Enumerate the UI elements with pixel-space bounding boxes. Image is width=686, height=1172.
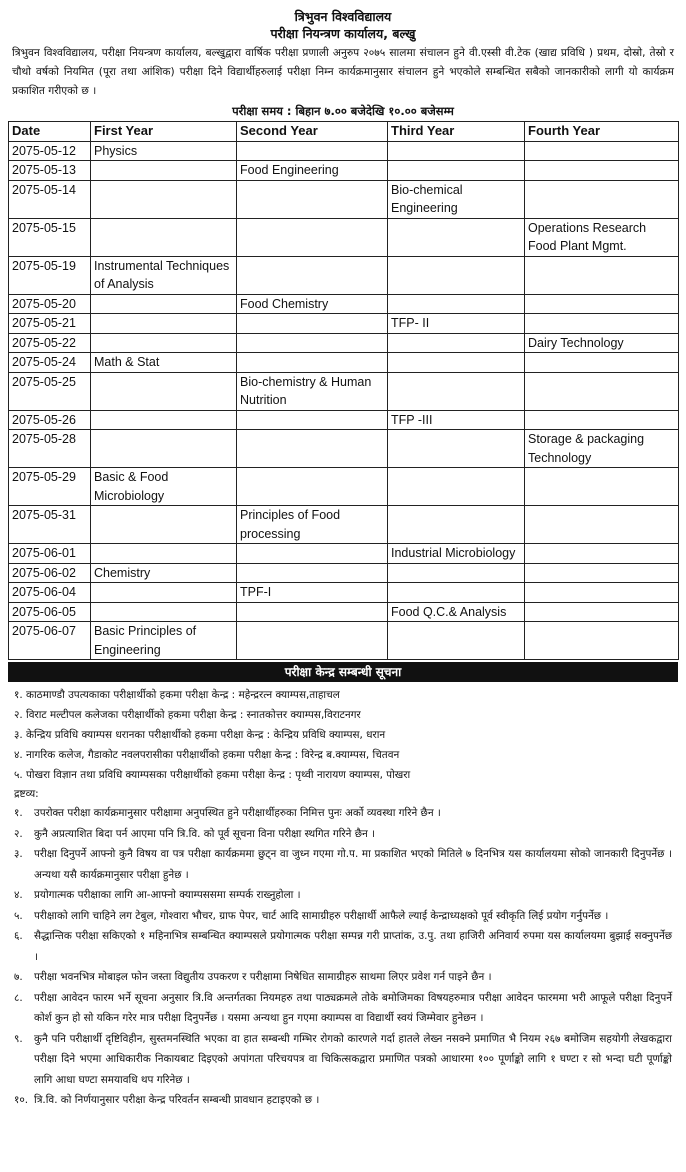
note-text: प्रयोगात्मक परीक्षाका लागि आ-आफ्नो क्याम्पससमा सम्पर्क राख्नुहोला । bbox=[34, 889, 301, 901]
notes-heading: द्रष्टव्य: bbox=[14, 788, 39, 800]
list-item bbox=[14, 967, 672, 988]
subject-cell bbox=[388, 372, 525, 410]
subject-cell bbox=[237, 602, 388, 622]
note-number: ७. bbox=[14, 971, 23, 983]
list-item bbox=[14, 1029, 672, 1091]
subject-cell bbox=[237, 430, 388, 468]
subject-cell: Food Chemistry bbox=[237, 294, 388, 314]
subject-cell bbox=[388, 583, 525, 603]
date-cell: 2075-05-14 bbox=[9, 180, 91, 218]
note-text: कुनै पनि परीक्षार्थी दृष्टिविहीन, सुस्तमनस्थिति भएका वा हात सम्बन्धी गम्भिर रोगको कारणले गर्दा हातले लेख्न नसक्ने प्रमाणित भै नियम २६७ बमोजिम सहयोगी लेखकद्वारा परीक्षा दिने भएमा आधिकारीक निकायबाट दिइएको अपांगता परिचयपत्र वा चिकित्सकद्वारा प्रमाणित पत्रको आधारमा १०० पूर्णाङ्को लागि १ घण्टा र सो भन्दा घटी पूर्णाङ्को लागि आधा घण्टा समयावधि थप गरिनेछ । bbox=[34, 1032, 672, 1086]
list-item: ५. पोखरा विज्ञान तथा प्रविधि क्याम्पसका परीक्षार्थीको हकमा परीक्षा केन्द्र : पृथ्वी नारायण क्याम्पस, पोखरा bbox=[14, 769, 411, 781]
subject-cell bbox=[91, 430, 237, 468]
list-item: ३. केन्द्रिय प्रविधि क्याम्पस धरानका परीक्षार्थीको हकमा परीक्षा केन्द्र : केन्द्रिय प्रविधि क्याम्पस, धरान bbox=[14, 729, 386, 741]
subject-cell bbox=[237, 622, 388, 660]
subject-cell bbox=[525, 563, 679, 583]
subject-cell: Food Q.C.& Analysis bbox=[388, 602, 525, 622]
subject-cell bbox=[388, 468, 525, 506]
table-row bbox=[9, 294, 679, 314]
list-item bbox=[14, 906, 672, 927]
subject-cell bbox=[525, 372, 679, 410]
subject-cell: Physics bbox=[91, 141, 237, 161]
table-row bbox=[9, 468, 679, 506]
subject-cell bbox=[388, 333, 525, 353]
subject-cell bbox=[237, 218, 388, 256]
intro-paragraph: त्रिभुवन विश्वविद्यालय, परीक्षा नियन्त्रण कार्यालय, बल्खुद्वारा वार्षिक परीक्षा प्रणाली अनुरुप २०७५ सालमा संचालन हुने वी.एस्सी वी.टेक (खाद्य प्रविधि ) प्रथम, दोस्रो, तेस्रो र चौथो वर्षको नियमित (पूरा तथा आंशिक) परीक्षा दिने विद्यार्थीहरुलाई परीक्षा निम्न कार्यक्रमानुसार संचालन हुने भएकोले सम्बन्धित सबैको जानकारीको लागी यो कार्यक्रम प्रकाशित गरीएको छ । bbox=[12, 47, 674, 97]
subject-cell: Math & Stat bbox=[91, 353, 237, 373]
date-cell: 2075-05-21 bbox=[9, 314, 91, 334]
subject-cell bbox=[91, 583, 237, 603]
exam-time: परीक्षा समय : बिहान ७.०० बजेदेखि १०.०० बजेसम्म bbox=[232, 104, 454, 118]
subject-cell bbox=[91, 314, 237, 334]
table-row bbox=[9, 180, 679, 218]
subject-cell bbox=[525, 622, 679, 660]
subject-cell: Basic Principles of Engineering bbox=[91, 622, 237, 660]
table-row bbox=[9, 372, 679, 410]
subject-cell bbox=[237, 256, 388, 294]
subject-cell: Principles of Food processing bbox=[237, 506, 388, 544]
list-item: १. काठमाण्डौ उपत्यकाका परीक्षार्थीको हकमा परीक्षा केन्द्र : महेन्द्ररत्न क्याम्पस,ताहाचल bbox=[14, 689, 340, 701]
list-item bbox=[14, 926, 672, 967]
header-second-year: Second Year bbox=[237, 122, 388, 142]
subject-cell bbox=[525, 180, 679, 218]
subject-cell: Operations Research Food Plant Mgmt. bbox=[525, 218, 679, 256]
exam-centers-list bbox=[14, 685, 672, 785]
subject-cell bbox=[525, 506, 679, 544]
note-text: कुनै अप्रत्याशित बिदा पर्न आएमा पनि त्रि.वि. को पूर्व सूचना विना परीक्षा स्थगित गरिने छैन । bbox=[34, 827, 376, 840]
date-cell: 2075-06-05 bbox=[9, 602, 91, 622]
list-item bbox=[14, 988, 672, 1029]
exam-schedule-table bbox=[8, 121, 679, 660]
date-cell: 2075-06-01 bbox=[9, 544, 91, 564]
table-row bbox=[9, 622, 679, 660]
note-text: उपरोक्त परीक्षा कार्यक्रमानुसार परीक्षामा अनुपस्थित हुने परीक्षार्थीहरुका निमित्त पुनः अर्को व्यवस्था गरिने छैन । bbox=[34, 807, 441, 819]
table-header-row bbox=[9, 122, 679, 142]
date-cell: 2075-05-12 bbox=[9, 141, 91, 161]
list-item: २. विराट मल्टीपल कलेजका परीक्षार्थीको हकमा परीक्षा केन्द्र : स्नातकोत्तर क्याम्पस,विराटनगर bbox=[14, 709, 361, 721]
subject-cell bbox=[525, 410, 679, 430]
date-cell: 2075-06-07 bbox=[9, 622, 91, 660]
table-row bbox=[9, 410, 679, 430]
table-row bbox=[9, 333, 679, 353]
subject-cell bbox=[91, 180, 237, 218]
date-cell: 2075-05-25 bbox=[9, 372, 91, 410]
list-item bbox=[14, 844, 672, 885]
date-cell: 2075-05-13 bbox=[9, 161, 91, 181]
subject-cell bbox=[237, 314, 388, 334]
subject-cell bbox=[237, 180, 388, 218]
subject-cell bbox=[91, 506, 237, 544]
subject-cell bbox=[237, 141, 388, 161]
subject-cell: TFP -III bbox=[388, 410, 525, 430]
date-cell: 2075-05-29 bbox=[9, 468, 91, 506]
note-text: परीक्षा भवनभित्र मोबाइल फोन जस्ता विद्युतीय उपकरण र परीक्षामा निषेधित सामाग्रीहरु साथमा लिएर प्रवेश गर्न पाइने छैन । bbox=[34, 971, 492, 983]
note-number: ८. bbox=[14, 991, 23, 1004]
subject-cell bbox=[388, 161, 525, 181]
table-row bbox=[9, 314, 679, 334]
date-cell: 2075-06-04 bbox=[9, 583, 91, 603]
subject-cell bbox=[91, 218, 237, 256]
table-row bbox=[9, 506, 679, 544]
date-cell: 2075-05-20 bbox=[9, 294, 91, 314]
list-item bbox=[14, 885, 672, 906]
note-number: ४. bbox=[14, 889, 23, 901]
notes-list bbox=[14, 803, 672, 1111]
subject-cell bbox=[91, 161, 237, 181]
list-item bbox=[14, 803, 672, 824]
subject-cell: Bio-chemistry & Human Nutrition bbox=[237, 372, 388, 410]
subject-cell: Industrial Microbiology bbox=[388, 544, 525, 564]
subject-cell bbox=[525, 294, 679, 314]
subject-cell bbox=[237, 353, 388, 373]
office-title: परीक्षा नियन्त्रण कार्यालय, बल्खु bbox=[270, 26, 416, 41]
table-row bbox=[9, 602, 679, 622]
note-text: परीक्षा दिनुपर्ने आफ्नो कुनै विषय वा पत्र परीक्षा कार्यक्रममा छुट्न वा जुध्न गएमा गो.प. मा प्रकाशित भएको मितिले ७ दिनभित्र यस कार्यालयमा सोको जानकारी दिनुपर्नेछ । अन्यथा यसै कार्यक्रमानुसार परीक्षा हुनेछ । bbox=[34, 848, 672, 881]
subject-cell: Storage & packaging Technology bbox=[525, 430, 679, 468]
subject-cell bbox=[525, 468, 679, 506]
table-row bbox=[9, 583, 679, 603]
subject-cell: TPF-I bbox=[237, 583, 388, 603]
header-third-year: Third Year bbox=[388, 122, 525, 142]
table-row bbox=[9, 161, 679, 181]
date-cell: 2075-05-19 bbox=[9, 256, 91, 294]
subject-cell bbox=[91, 333, 237, 353]
subject-cell bbox=[388, 622, 525, 660]
subject-cell bbox=[388, 256, 525, 294]
list-item: ४. नागरिक कलेज, गैडाकोट नवलपरासीका परीक्षार्थीको हकमा परीक्षा केन्द्र : विरेन्द्र ब.क्याम्पस, चितवन bbox=[14, 749, 400, 761]
subject-cell bbox=[388, 563, 525, 583]
note-text: सैद्धान्तिक परीक्षा सकिएको १ महिनाभित्र सम्बन्धित क्याम्पसले प्रयोगात्मक परीक्षा सम्पन्न गरी प्राप्तांक, उ.पु. तथा हाजिरी अनिवार्य रुपमा यस कार्यालयमा बुझाई सक्नुपर्नेछ । bbox=[34, 930, 672, 963]
subject-cell: Dairy Technology bbox=[525, 333, 679, 353]
table-row bbox=[9, 353, 679, 373]
subject-cell: Instrumental Techniques of Analysis bbox=[91, 256, 237, 294]
note-text: परीक्षाको लागि चाहिने लग टेबुल, गोश्वारा भौचर, ग्राफ पेपर, चार्ट आदि सामाग्रीहरु परीक्षार्थी आफैले ल्याई केन्द्राध्यक्षको पूर्व स्वीकृति लिई प्रयोग गर्नुपर्नेछ । bbox=[34, 909, 609, 922]
table-row bbox=[9, 256, 679, 294]
date-cell: 2075-06-02 bbox=[9, 563, 91, 583]
note-number: २. bbox=[14, 827, 23, 840]
subject-cell bbox=[388, 430, 525, 468]
subject-cell bbox=[388, 218, 525, 256]
list-item bbox=[14, 1090, 672, 1111]
subject-cell bbox=[388, 294, 525, 314]
date-cell: 2075-05-28 bbox=[9, 430, 91, 468]
header-first-year: First Year bbox=[91, 122, 237, 142]
table-row bbox=[9, 218, 679, 256]
subject-cell bbox=[91, 372, 237, 410]
subject-cell bbox=[388, 506, 525, 544]
subject-cell bbox=[525, 161, 679, 181]
subject-cell bbox=[525, 314, 679, 334]
subject-cell: Chemistry bbox=[91, 563, 237, 583]
subject-cell bbox=[525, 583, 679, 603]
subject-cell bbox=[388, 353, 525, 373]
centers-title: परीक्षा केन्द्र सम्बन्धी सूचना bbox=[8, 662, 678, 682]
note-number: ५. bbox=[14, 909, 23, 922]
subject-cell bbox=[237, 410, 388, 430]
date-cell: 2075-05-26 bbox=[9, 410, 91, 430]
header-fourth-year: Fourth Year bbox=[525, 122, 679, 142]
date-cell: 2075-05-31 bbox=[9, 506, 91, 544]
note-text: परीक्षा आवेदन फारम भर्ने सूचना अनुसार त्रि.वि अन्तर्गतका नियमहरु तथा पाठ्यक्रमले तोके बमोजिमका विषयहरुमात्र परीक्षा आवेदन फारममा भरी आफूले परीक्षा दिनुपर्ने कोर्श कुन हो सो यकिन गरेर मात्र परीक्षा दिनुपर्नेछ । यसमा अन्यथा हुन गएमा क्याम्पस वा विद्यार्थी स्वयं जिम्मेवार हुनेछन । bbox=[34, 991, 672, 1024]
subject-cell bbox=[237, 333, 388, 353]
note-number: ३. bbox=[14, 848, 23, 860]
university-title: त्रिभुवन विश्वविद्यालय bbox=[294, 9, 392, 24]
subject-cell bbox=[525, 544, 679, 564]
subject-cell bbox=[237, 468, 388, 506]
subject-cell bbox=[91, 294, 237, 314]
subject-cell: Food Engineering bbox=[237, 161, 388, 181]
header-date: Date bbox=[9, 122, 91, 142]
note-number: ९. bbox=[14, 1032, 23, 1045]
subject-cell bbox=[91, 410, 237, 430]
table-row bbox=[9, 544, 679, 564]
subject-cell: Basic & Food Microbiology bbox=[91, 468, 237, 506]
date-cell: 2075-05-22 bbox=[9, 333, 91, 353]
subject-cell: Bio-chemical Engineering bbox=[388, 180, 525, 218]
subject-cell: TFP- II bbox=[388, 314, 525, 334]
note-number: १. bbox=[14, 807, 23, 819]
subject-cell bbox=[237, 563, 388, 583]
subject-cell bbox=[525, 353, 679, 373]
list-item bbox=[14, 824, 672, 845]
date-cell: 2075-05-24 bbox=[9, 353, 91, 373]
note-number: ६. bbox=[14, 930, 23, 942]
subject-cell bbox=[91, 602, 237, 622]
table-row bbox=[9, 141, 679, 161]
table-row bbox=[9, 430, 679, 468]
subject-cell bbox=[237, 544, 388, 564]
note-text: त्रि.वि. को निर्णयानुसार परीक्षा केन्द्र परिवर्तन सम्बन्धी प्रावधान हटाइएको छ । bbox=[34, 1094, 320, 1106]
subject-cell bbox=[91, 544, 237, 564]
subject-cell bbox=[525, 256, 679, 294]
table-row bbox=[9, 563, 679, 583]
subject-cell bbox=[388, 141, 525, 161]
date-cell: 2075-05-15 bbox=[9, 218, 91, 256]
table-body bbox=[9, 141, 679, 660]
subject-cell bbox=[525, 141, 679, 161]
subject-cell bbox=[525, 602, 679, 622]
note-number: १०. bbox=[14, 1094, 29, 1106]
